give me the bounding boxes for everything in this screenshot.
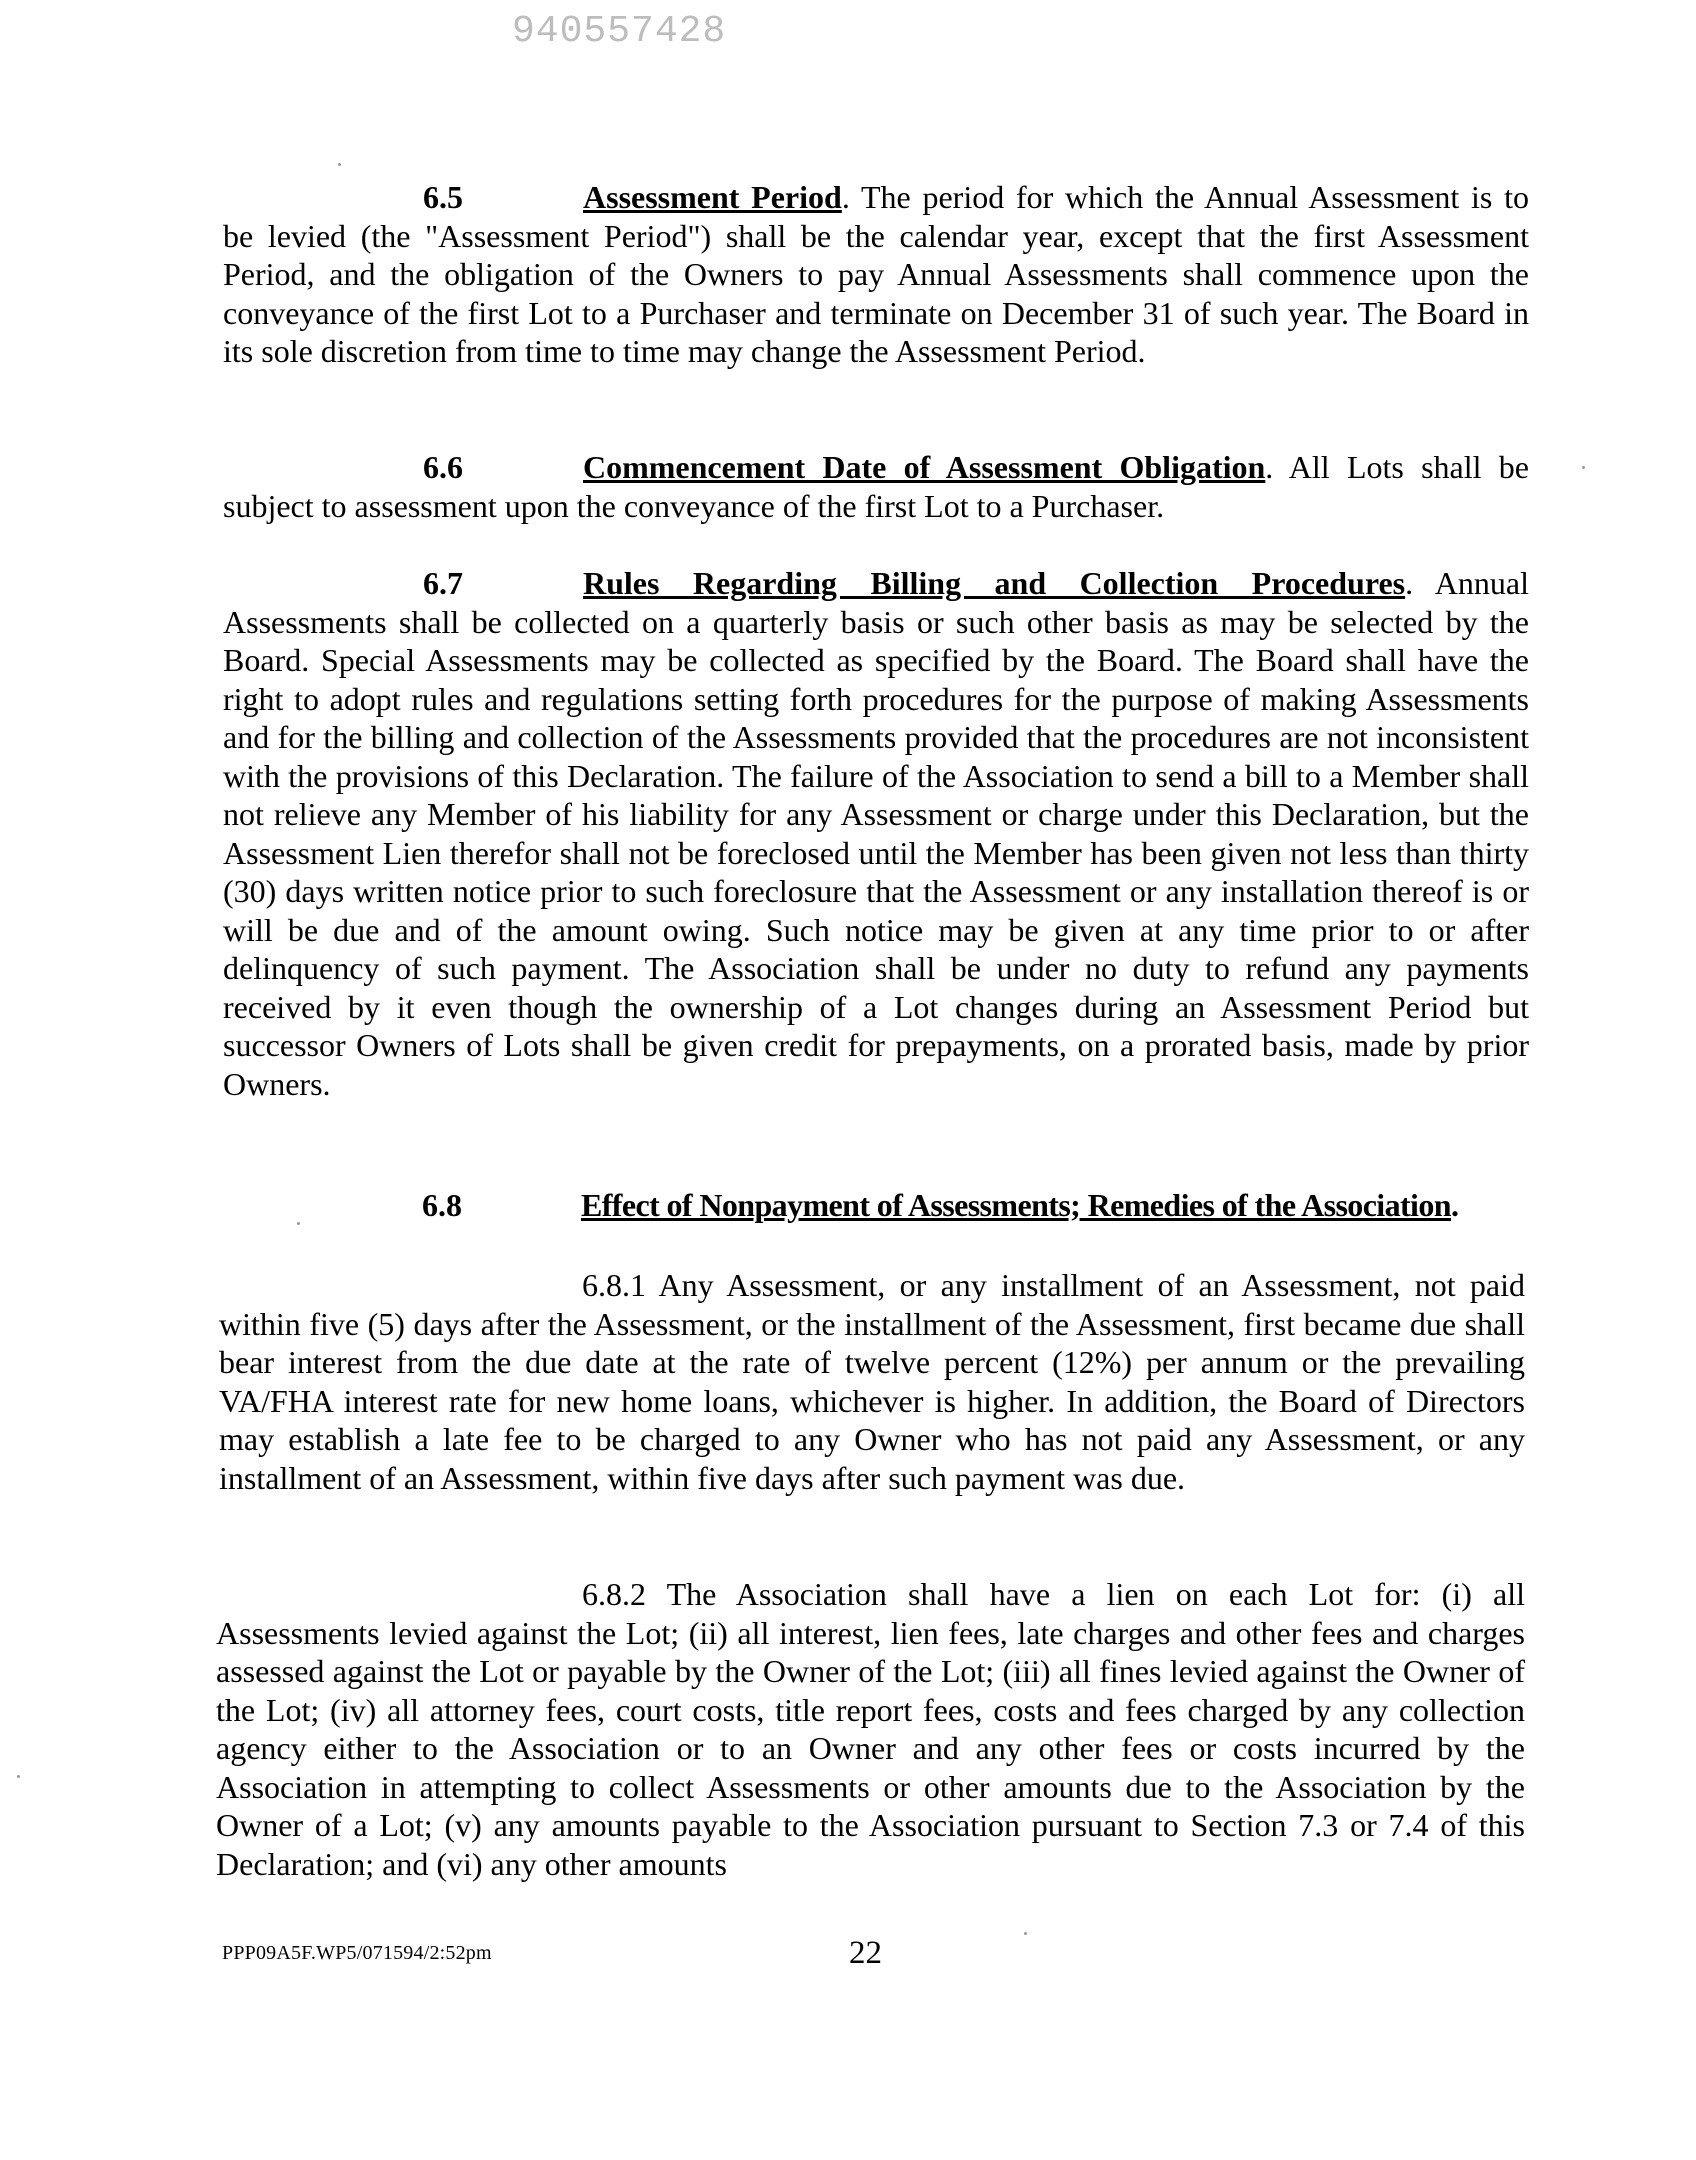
section-title: Rules Regarding Billing and Collection Procedures bbox=[583, 565, 1406, 601]
section-number: 6.5 bbox=[423, 179, 463, 215]
scan-speck bbox=[1582, 466, 1585, 469]
document-id-stamp: 940557428 bbox=[512, 10, 727, 53]
section-title: Assessment Period bbox=[583, 179, 842, 215]
section-number: 6.8 bbox=[422, 1187, 462, 1223]
subsection-text: The Association shall have a lien on each Lot for: (i) all Assessments levied against the Lot; (ii) all interest, lien fees, late charges and other fees and charges assessed against the Lot or payable by the Owner of the Lot; (iii) all fines levied against the Owner of the Lot; (iv) all attorney fees, court costs, title report fees, costs and fees charged by any collection agency either to the Association or to an Owner and any other fees or costs incurred by the Association in attempting to collect Assessments or other amounts due to the Association by the Owner of a Lot; (v) any amounts payable to the Association pursuant to Section 7.3 or 7.4 of this Declaration; and (vi) any other amounts bbox=[216, 1576, 1526, 1882]
section-number: 6.6 bbox=[423, 449, 463, 485]
section-text: . bbox=[1450, 1187, 1459, 1223]
section-title: Commencement Date of Assessment Obligation bbox=[583, 449, 1266, 485]
subsection-number: 6.8.1 bbox=[582, 1267, 646, 1303]
section-text: . The period for which the Annual Assessment is to be levied (the "Assessment Period") shall be the calendar year, except that the first Assessment Period, and the obligation of the Owners to pay Annual Assessments shall commence upon the conveyance of the first Lot to a Purchaser and terminate on December 31 of such year. The Board in its sole discretion from time to time may change the Assessment Period. bbox=[223, 179, 1530, 369]
section-6-5 bbox=[223, 178, 1529, 371]
section-number: 6.7 bbox=[423, 565, 463, 601]
section-text: . Annual Assessments shall be collected on a quarterly basis or such other basis as may be selected by the Board. Special Assessments may be collected as specified by the Board. The Board shall have the right to adopt rules and regulations setting forth procedures for the purpose of making Assessments and for the billing and collection of the Assessments provided that the procedures are not inconsistent with the provisions of this Declaration. The failure of the Association to send a bill to a Member shall not relieve any Member of his liability for any Assessment or charge under this Declaration, but the Assessment Lien therefor shall not be foreclosed until the Member has been given not less than thirty (30) days written notice prior to such foreclosure that the Assessment or any installation thereof is or will be due and of the amount owing. Such notice may be given at any time prior to or after delinquency of such payment. The Association shall be under no duty to refund any payments received by it even though the ownership of a Lot changes during an Assessment Period but successor Owners of Lots shall be given credit for prepayments, on a prorated basis, made by prior Owners. bbox=[223, 565, 1529, 1102]
section-heading bbox=[581, 1186, 1459, 1225]
page-number: 22 bbox=[849, 1935, 882, 1971]
scan-speck bbox=[17, 1775, 20, 1778]
subsection-6-8-1 bbox=[219, 1266, 1525, 1497]
footer-document-code: PPP09A5F.WP5/071594/2:52pm bbox=[222, 1942, 492, 1964]
section-6-6 bbox=[223, 448, 1529, 525]
subsection-6-8-2 bbox=[216, 1575, 1525, 1883]
subsection-number: 6.8.2 bbox=[582, 1576, 646, 1612]
section-text: . All Lots shall be subject to assessment upon the conveyance of the first Lot to a Purchaser. bbox=[223, 449, 1529, 524]
scan-speck bbox=[1024, 1932, 1027, 1935]
subsection-text: Any Assessment, or any installment of an Assessment, not paid within five (5) days after the Assessment, or the installment of the Assessment, first became due shall bear interest from the due date at the rate of twelve percent (12%) per annum or the prevailing VA/FHA interest rate for new home loans, whichever is higher. In addition, the Board of Directors may establish a late fee to be charged to any Owner who has not paid any Assessment, or any installment of an Assessment, within five days after such payment was due. bbox=[219, 1267, 1526, 1496]
scan-speck bbox=[297, 1222, 300, 1225]
section-title: Effect of Nonpayment of Assessments; Remedies of the Association bbox=[581, 1187, 1451, 1223]
scan-speck bbox=[338, 163, 341, 166]
section-6-7 bbox=[223, 564, 1529, 1103]
